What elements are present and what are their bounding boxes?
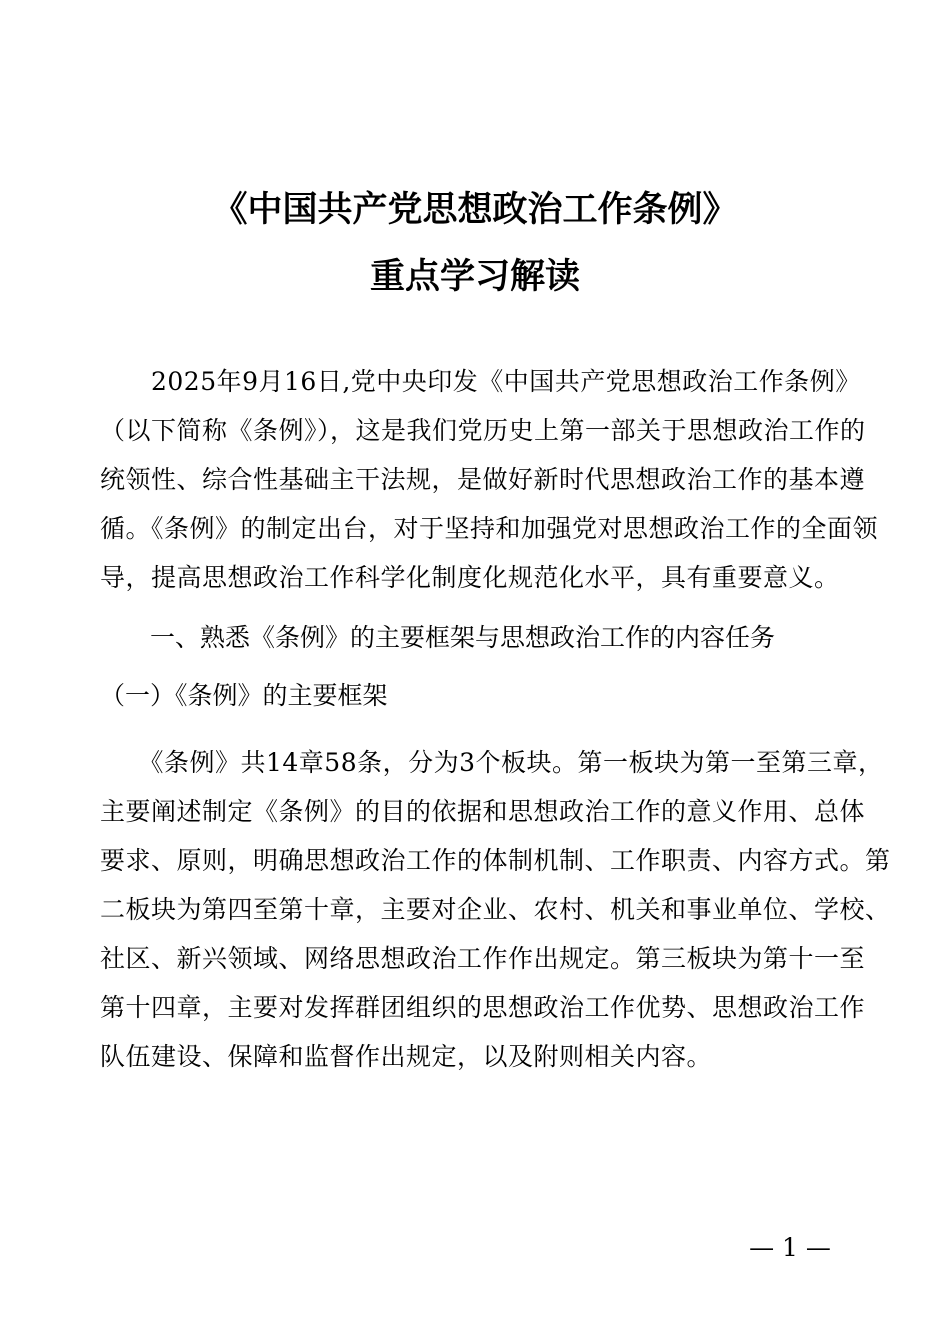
framework-line: 要求、原则，明确思想政治工作的体制机制、工作职责、内容方式。第 (100, 846, 891, 875)
document-title-line-1: 《中国共产党思想政治工作条例》 (212, 190, 738, 230)
framework-line: 第十四章，主要对发挥群团组织的思想政治工作优势、思想政治工作 (100, 993, 866, 1022)
subsection-heading: （一）《条例》的主要框架 (100, 681, 388, 710)
page-number: — 1 — (749, 1233, 831, 1262)
intro-line: （以下简称《条例》），这是我们党历史上第一部关于思想政治工作的 (100, 416, 866, 445)
framework-paragraph (100, 738, 891, 1081)
section-heading: 一、熟悉《条例》的主要框架与思想政治工作的内容任务 (150, 623, 776, 652)
intro-line: 循。《条例》的制定出台，对于坚持和加强党对思想政治工作的全面领 (100, 514, 879, 543)
intro-paragraph (100, 357, 879, 602)
framework-line: 《条例》共14章58条，分为3个板块。第一板块为第一至第三章， (100, 748, 884, 777)
intro-line: 导，提高思想政治工作科学化制度化规范化水平，具有重要意义。 (100, 563, 840, 592)
framework-line: 二板块为第四至第十章，主要对企业、农村、机关和事业单位、学校、 (100, 895, 891, 924)
intro-line: 2025年9月16日,党中央印发《中国共产党思想政治工作条例》 (100, 367, 861, 396)
document-title-line-2: 重点学习解读 (369, 257, 580, 297)
framework-line: 队伍建设、保障和监督作出规定，以及附则相关内容。 (100, 1042, 713, 1071)
framework-line: 主要阐述制定《条例》的目的依据和思想政治工作的意义作用、总体 (100, 797, 866, 826)
framework-line: 社区、新兴领域、网络思想政治工作作出规定。第三板块为第十一至 (100, 944, 866, 973)
intro-line: 统领性、综合性基础主干法规，是做好新时代思想政治工作的基本遵 (100, 465, 866, 494)
